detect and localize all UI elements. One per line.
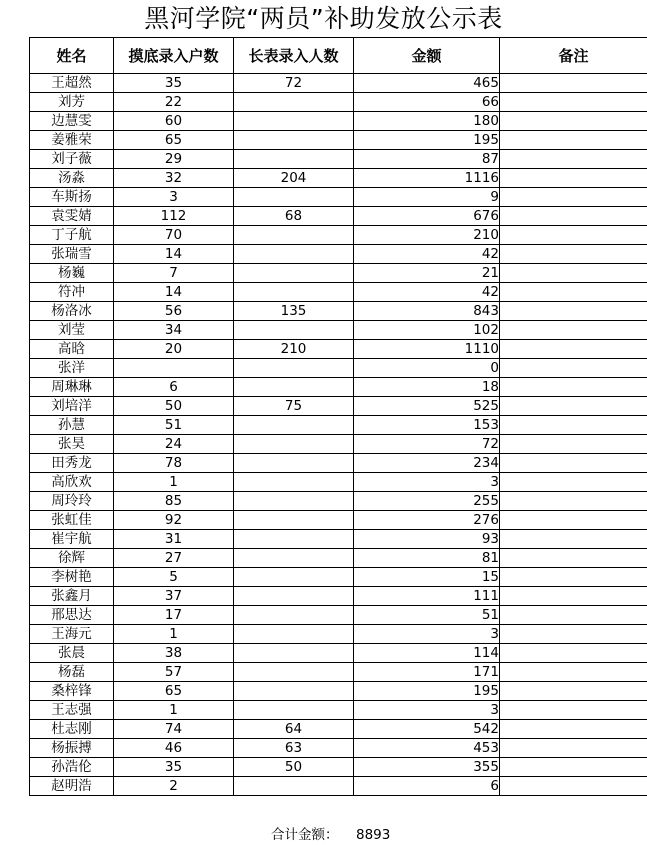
cell-long-table-people xyxy=(234,188,354,207)
cell-long-table-people xyxy=(234,226,354,245)
cell-long-table-people: 204 xyxy=(234,169,354,188)
cell-survey-households: 24 xyxy=(114,435,234,454)
cell-amount: 676 xyxy=(354,207,500,226)
column-header-note: 备注 xyxy=(500,38,647,74)
table-row xyxy=(30,150,647,169)
cell-long-table-people: 135 xyxy=(234,302,354,321)
cell-amount: 87 xyxy=(354,150,500,169)
cell-long-table-people xyxy=(234,644,354,663)
total-amount-value: 8893 xyxy=(356,827,391,843)
cell-long-table-people xyxy=(234,454,354,473)
cell-survey-households: 92 xyxy=(114,511,234,530)
cell-note xyxy=(500,283,647,302)
table-row xyxy=(30,530,647,549)
subsidy-table xyxy=(29,37,647,796)
cell-long-table-people xyxy=(234,93,354,112)
cell-survey-households: 14 xyxy=(114,245,234,264)
table-row xyxy=(30,321,647,340)
cell-survey-households: 6 xyxy=(114,378,234,397)
table-row xyxy=(30,568,647,587)
cell-long-table-people xyxy=(234,416,354,435)
cell-survey-households: 20 xyxy=(114,340,234,359)
table-row xyxy=(30,245,647,264)
cell-long-table-people: 210 xyxy=(234,340,354,359)
table-row xyxy=(30,473,647,492)
cell-amount: 1116 xyxy=(354,169,500,188)
cell-long-table-people xyxy=(234,777,354,796)
cell-name: 王志强 xyxy=(30,701,114,720)
cell-long-table-people xyxy=(234,378,354,397)
cell-long-table-people: 72 xyxy=(234,74,354,93)
table-row xyxy=(30,606,647,625)
cell-name: 杨洛冰 xyxy=(30,302,114,321)
cell-note xyxy=(500,739,647,758)
cell-name: 王海元 xyxy=(30,625,114,644)
cell-note xyxy=(500,207,647,226)
cell-note xyxy=(500,264,647,283)
cell-long-table-people xyxy=(234,131,354,150)
page-title: 黑河学院“两员”补助发放公示表 xyxy=(144,4,503,33)
cell-amount: 1110 xyxy=(354,340,500,359)
column-header-survey-households: 摸底录入户数 xyxy=(114,38,234,74)
table-row xyxy=(30,131,647,150)
table-row xyxy=(30,359,647,378)
cell-note xyxy=(500,682,647,701)
table-row xyxy=(30,492,647,511)
cell-amount: 42 xyxy=(354,245,500,264)
table-row xyxy=(30,511,647,530)
cell-name: 张晨 xyxy=(30,644,114,663)
cell-amount: 66 xyxy=(354,93,500,112)
table-row xyxy=(30,93,647,112)
column-header-amount: 金额 xyxy=(354,38,500,74)
cell-name: 周玲玲 xyxy=(30,492,114,511)
cell-long-table-people xyxy=(234,511,354,530)
cell-survey-households: 65 xyxy=(114,682,234,701)
cell-name: 杨巍 xyxy=(30,264,114,283)
cell-long-table-people xyxy=(234,283,354,302)
table-row xyxy=(30,340,647,359)
cell-survey-households: 31 xyxy=(114,530,234,549)
cell-amount: 171 xyxy=(354,663,500,682)
cell-survey-households: 51 xyxy=(114,416,234,435)
cell-note xyxy=(500,150,647,169)
table-row xyxy=(30,207,647,226)
cell-name: 邢思达 xyxy=(30,606,114,625)
cell-note xyxy=(500,758,647,777)
cell-name: 田秀龙 xyxy=(30,454,114,473)
table-row xyxy=(30,701,647,720)
cell-note xyxy=(500,188,647,207)
cell-survey-households: 27 xyxy=(114,549,234,568)
cell-note xyxy=(500,359,647,378)
cell-long-table-people xyxy=(234,150,354,169)
cell-amount: 3 xyxy=(354,701,500,720)
table-row xyxy=(30,644,647,663)
cell-name: 刘子薇 xyxy=(30,150,114,169)
cell-name: 张虹佳 xyxy=(30,511,114,530)
cell-note xyxy=(500,131,647,150)
cell-survey-households: 74 xyxy=(114,720,234,739)
cell-amount: 355 xyxy=(354,758,500,777)
cell-survey-households: 2 xyxy=(114,777,234,796)
cell-long-table-people xyxy=(234,701,354,720)
cell-name: 张昊 xyxy=(30,435,114,454)
cell-note xyxy=(500,340,647,359)
column-header-long-table-people: 长表录入人数 xyxy=(234,38,354,74)
cell-name: 徐辉 xyxy=(30,549,114,568)
cell-amount: 6 xyxy=(354,777,500,796)
cell-amount: 276 xyxy=(354,511,500,530)
cell-amount: 93 xyxy=(354,530,500,549)
cell-note xyxy=(500,511,647,530)
column-header-name: 姓名 xyxy=(30,38,114,74)
table-row xyxy=(30,720,647,739)
cell-note xyxy=(500,226,647,245)
cell-note xyxy=(500,454,647,473)
table-row xyxy=(30,188,647,207)
cell-name: 汤淼 xyxy=(30,169,114,188)
cell-survey-households: 57 xyxy=(114,663,234,682)
cell-amount: 111 xyxy=(354,587,500,606)
cell-note xyxy=(500,435,647,454)
table-row xyxy=(30,302,647,321)
cell-amount: 0 xyxy=(354,359,500,378)
cell-survey-households: 35 xyxy=(114,758,234,777)
cell-long-table-people xyxy=(234,587,354,606)
cell-note xyxy=(500,720,647,739)
cell-long-table-people xyxy=(234,568,354,587)
cell-name: 孙慧 xyxy=(30,416,114,435)
cell-survey-households: 35 xyxy=(114,74,234,93)
cell-note xyxy=(500,701,647,720)
cell-note xyxy=(500,112,647,131)
cell-note xyxy=(500,568,647,587)
cell-name: 王超然 xyxy=(30,74,114,93)
cell-survey-households: 37 xyxy=(114,587,234,606)
cell-amount: 195 xyxy=(354,682,500,701)
cell-survey-households: 70 xyxy=(114,226,234,245)
cell-note xyxy=(500,606,647,625)
cell-name: 桑梓锋 xyxy=(30,682,114,701)
cell-note xyxy=(500,93,647,112)
table-row xyxy=(30,378,647,397)
cell-name: 边慧雯 xyxy=(30,112,114,131)
cell-name: 姜雅荣 xyxy=(30,131,114,150)
cell-survey-households: 50 xyxy=(114,397,234,416)
table-row xyxy=(30,435,647,454)
table-row xyxy=(30,264,647,283)
cell-survey-households xyxy=(114,359,234,378)
cell-survey-households: 65 xyxy=(114,131,234,150)
cell-long-table-people xyxy=(234,435,354,454)
cell-amount: 210 xyxy=(354,226,500,245)
cell-survey-households: 17 xyxy=(114,606,234,625)
cell-amount: 51 xyxy=(354,606,500,625)
cell-survey-households: 60 xyxy=(114,112,234,131)
cell-amount: 255 xyxy=(354,492,500,511)
cell-amount: 21 xyxy=(354,264,500,283)
cell-survey-households: 56 xyxy=(114,302,234,321)
table-row xyxy=(30,416,647,435)
cell-name: 刘芳 xyxy=(30,93,114,112)
cell-name: 张鑫月 xyxy=(30,587,114,606)
cell-note xyxy=(500,777,647,796)
cell-name: 车斯扬 xyxy=(30,188,114,207)
cell-note xyxy=(500,378,647,397)
table-row xyxy=(30,454,647,473)
cell-note xyxy=(500,74,647,93)
cell-long-table-people xyxy=(234,359,354,378)
cell-name: 杜志刚 xyxy=(30,720,114,739)
cell-long-table-people: 75 xyxy=(234,397,354,416)
table-row xyxy=(30,682,647,701)
table-row xyxy=(30,625,647,644)
cell-note xyxy=(500,416,647,435)
table-row xyxy=(30,226,647,245)
cell-long-table-people: 64 xyxy=(234,720,354,739)
cell-long-table-people: 50 xyxy=(234,758,354,777)
total-amount-label: 合计金额： xyxy=(271,827,339,843)
cell-long-table-people xyxy=(234,530,354,549)
cell-name: 赵明浩 xyxy=(30,777,114,796)
cell-amount: 525 xyxy=(354,397,500,416)
cell-survey-households: 85 xyxy=(114,492,234,511)
table-row xyxy=(30,169,647,188)
cell-amount: 72 xyxy=(354,435,500,454)
table-row xyxy=(30,777,647,796)
table-row xyxy=(30,663,647,682)
table-row xyxy=(30,739,647,758)
cell-long-table-people xyxy=(234,264,354,283)
cell-name: 孙浩伦 xyxy=(30,758,114,777)
cell-name: 周琳琳 xyxy=(30,378,114,397)
cell-note xyxy=(500,321,647,340)
table-row xyxy=(30,587,647,606)
cell-name: 杨振搏 xyxy=(30,739,114,758)
cell-amount: 195 xyxy=(354,131,500,150)
cell-long-table-people xyxy=(234,245,354,264)
cell-amount: 114 xyxy=(354,644,500,663)
cell-survey-households: 22 xyxy=(114,93,234,112)
cell-survey-households: 1 xyxy=(114,473,234,492)
cell-long-table-people xyxy=(234,549,354,568)
table-header-row xyxy=(30,38,647,74)
cell-name: 张洋 xyxy=(30,359,114,378)
cell-note xyxy=(500,644,647,663)
cell-note xyxy=(500,663,647,682)
cell-amount: 15 xyxy=(354,568,500,587)
cell-name: 刘莹 xyxy=(30,321,114,340)
cell-amount: 102 xyxy=(354,321,500,340)
cell-name: 高晗 xyxy=(30,340,114,359)
cell-amount: 180 xyxy=(354,112,500,131)
cell-name: 李树艳 xyxy=(30,568,114,587)
cell-note xyxy=(500,473,647,492)
cell-note xyxy=(500,625,647,644)
cell-survey-households: 7 xyxy=(114,264,234,283)
cell-long-table-people: 63 xyxy=(234,739,354,758)
cell-long-table-people xyxy=(234,663,354,682)
cell-amount: 453 xyxy=(354,739,500,758)
cell-name: 杨磊 xyxy=(30,663,114,682)
cell-note xyxy=(500,492,647,511)
cell-survey-households: 38 xyxy=(114,644,234,663)
cell-note xyxy=(500,530,647,549)
cell-long-table-people xyxy=(234,625,354,644)
cell-amount: 3 xyxy=(354,625,500,644)
cell-amount: 42 xyxy=(354,283,500,302)
cell-name: 符冲 xyxy=(30,283,114,302)
table-row xyxy=(30,74,647,93)
cell-name: 袁雯婧 xyxy=(30,207,114,226)
cell-name: 崔宇航 xyxy=(30,530,114,549)
table-body xyxy=(30,74,647,796)
cell-note xyxy=(500,587,647,606)
cell-survey-households: 29 xyxy=(114,150,234,169)
cell-amount: 465 xyxy=(354,74,500,93)
cell-survey-households: 46 xyxy=(114,739,234,758)
cell-note xyxy=(500,397,647,416)
cell-note xyxy=(500,549,647,568)
cell-survey-households: 78 xyxy=(114,454,234,473)
cell-survey-households: 34 xyxy=(114,321,234,340)
cell-note xyxy=(500,169,647,188)
cell-amount: 9 xyxy=(354,188,500,207)
cell-survey-households: 14 xyxy=(114,283,234,302)
cell-survey-households: 32 xyxy=(114,169,234,188)
cell-amount: 153 xyxy=(354,416,500,435)
cell-amount: 3 xyxy=(354,473,500,492)
cell-survey-households: 3 xyxy=(114,188,234,207)
cell-note xyxy=(500,302,647,321)
cell-long-table-people xyxy=(234,112,354,131)
cell-long-table-people: 68 xyxy=(234,207,354,226)
table-row xyxy=(30,549,647,568)
cell-survey-households: 5 xyxy=(114,568,234,587)
cell-amount: 843 xyxy=(354,302,500,321)
cell-name: 高欣欢 xyxy=(30,473,114,492)
cell-long-table-people xyxy=(234,606,354,625)
table-row xyxy=(30,112,647,131)
cell-name: 丁子航 xyxy=(30,226,114,245)
cell-long-table-people xyxy=(234,321,354,340)
cell-long-table-people xyxy=(234,492,354,511)
cell-survey-households: 1 xyxy=(114,625,234,644)
cell-long-table-people xyxy=(234,682,354,701)
table-row xyxy=(30,758,647,777)
cell-name: 张瑞雪 xyxy=(30,245,114,264)
table-row xyxy=(30,397,647,416)
cell-amount: 81 xyxy=(354,549,500,568)
cell-survey-households: 1 xyxy=(114,701,234,720)
cell-amount: 18 xyxy=(354,378,500,397)
cell-amount: 542 xyxy=(354,720,500,739)
cell-survey-households: 112 xyxy=(114,207,234,226)
cell-name: 刘培洋 xyxy=(30,397,114,416)
cell-note xyxy=(500,245,647,264)
table-row xyxy=(30,283,647,302)
cell-amount: 234 xyxy=(354,454,500,473)
cell-long-table-people xyxy=(234,473,354,492)
